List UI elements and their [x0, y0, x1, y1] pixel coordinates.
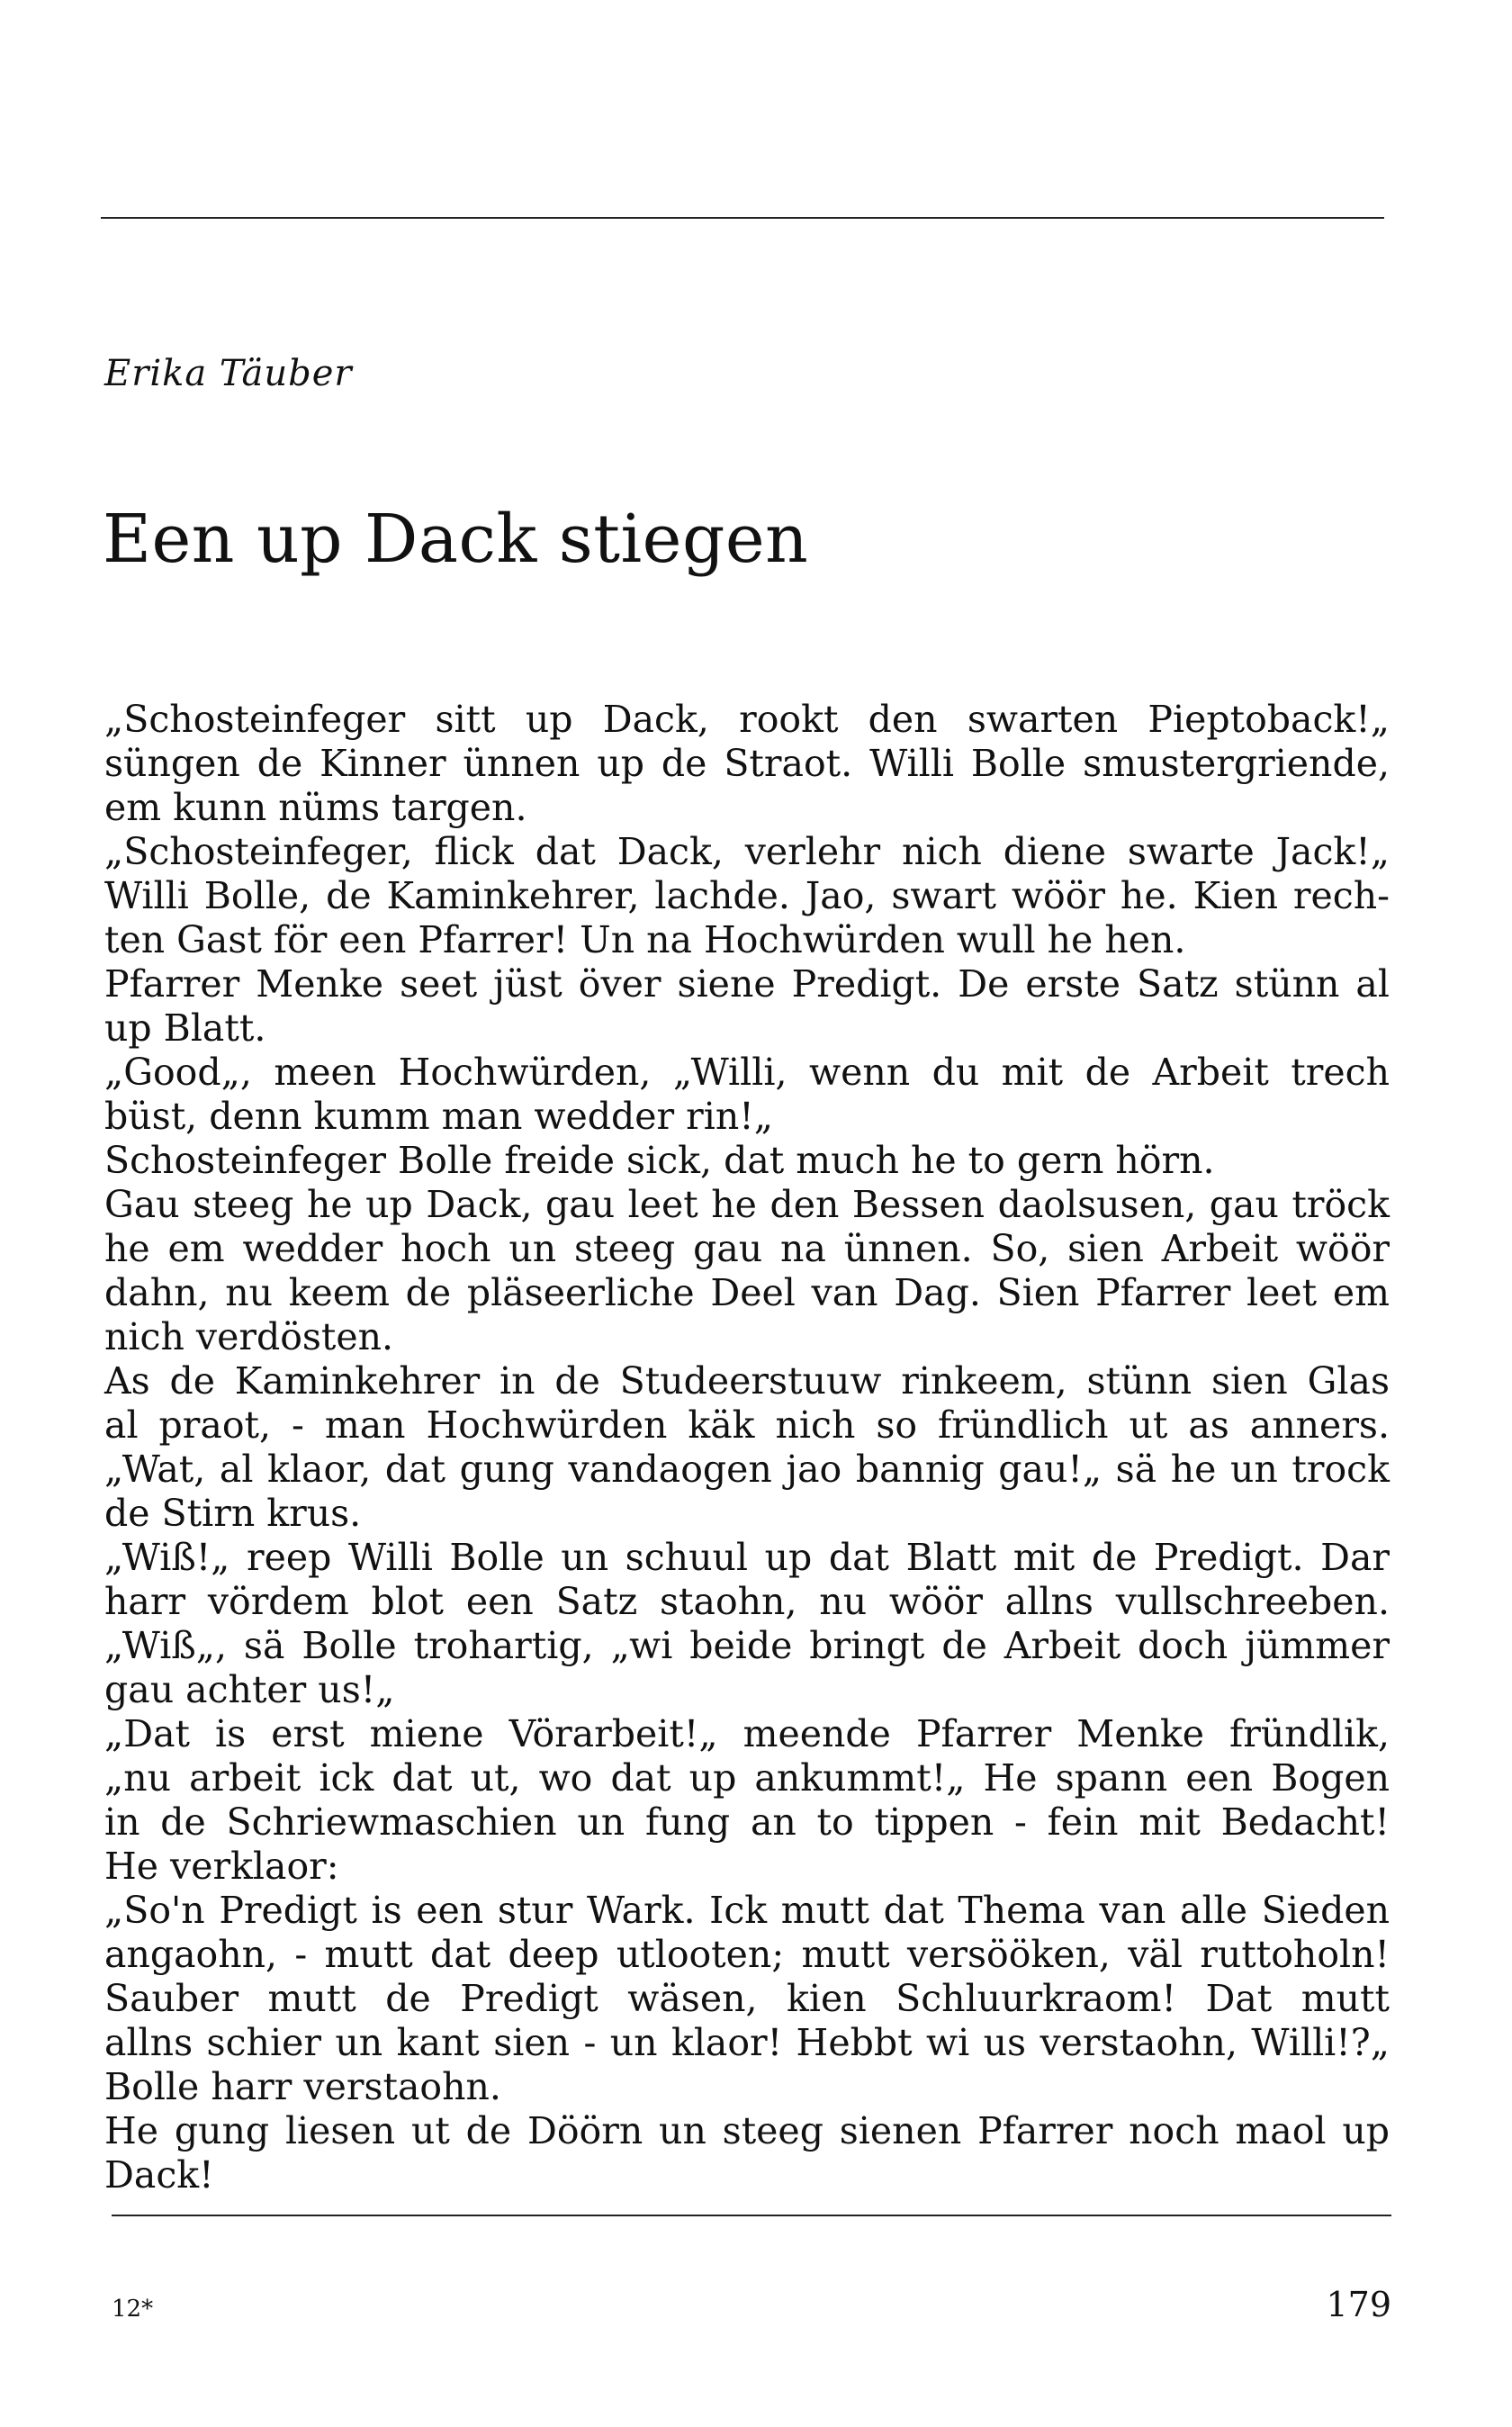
text-line: gau achter us!„	[104, 1668, 395, 1711]
text-line: dahn, nu keem de pläseerliche Deel van Dag. Sien Pfarrer leet em	[104, 1271, 1390, 1314]
text-line: he em wedder hoch un steeg gau na ünnen. So, sien Arbeit wöör	[104, 1227, 1390, 1270]
text-line: allns schier un kant sien - un klaor! Hebbt wi us verstaohn, Willi!?„	[104, 2021, 1390, 2064]
text-line: Dack!	[104, 2153, 214, 2197]
text-line: Willi Bolle, de Kaminkehrer, lachde. Jao, swart wöör he. Kien rech-	[104, 874, 1390, 917]
text-line: „Wat, al klaor, dat gung vandaogen jao bannig gau!„ sä he un trock	[104, 1448, 1390, 1491]
story-title: Een up Dack stiegen	[103, 501, 809, 578]
text-line: Sauber mutt de Predigt wäsen, kien Schluurkraom! Dat mutt	[104, 1977, 1390, 2020]
text-line: ten Gast för een Pfarrer! Un na Hochwürden wull he hen.	[104, 918, 1186, 961]
text-line: in de Schriewmaschien un fung an to tippen - fein mit Bedacht!	[104, 1800, 1390, 1844]
story-body	[104, 698, 1390, 2197]
text-line: „So'n Predigt is een stur Wark. Ick mutt dat Thema van alle Sieden	[104, 1889, 1390, 1932]
bottom-rule	[112, 2215, 1391, 2216]
text-line: süngen de Kinner ünnen up de Straot. Willi Bolle smustergriende,	[104, 742, 1390, 785]
text-line: em kunn nüms targen.	[104, 786, 527, 829]
text-line: al praot, - man Hochwürden käk nich so fründlich ut as anners.	[104, 1403, 1390, 1447]
signature-mark: 12*	[112, 2296, 154, 2323]
text-line: „Wiß„, sä Bolle trohartig, „wi beide bringt de Arbeit doch jümmer	[104, 1624, 1390, 1667]
text-line: „Wiß!„ reep Willi Bolle un schuul up dat Blatt mit de Predigt. Dar	[104, 1536, 1390, 1579]
text-line: de Stirn krus.	[104, 1492, 362, 1535]
page-number: 179	[1326, 2285, 1391, 2324]
author-name: Erika Täuber	[104, 353, 353, 394]
text-line: Gau steeg he up Dack, gau leet he den Bessen daolsusen, gau tröck	[104, 1183, 1390, 1226]
text-line: He gung liesen ut de Döörn un steeg sienen Pfarrer noch maol up	[104, 2109, 1390, 2152]
text-line: „nu arbeit ick dat ut, wo dat up ankummt!„ He spann een Bogen	[104, 1756, 1390, 1800]
text-line: „Dat is erst miene Vörarbeit!„ meende Pfarrer Menke fründlik,	[104, 1712, 1390, 1755]
text-line: nich verdösten.	[104, 1315, 394, 1358]
text-line: Schosteinfeger Bolle freide sick, dat much he to gern hörn.	[104, 1139, 1215, 1182]
text-line: angaohn, - mutt dat deep utlooten; mutt versööken, väl ruttoholn!	[104, 1933, 1390, 1976]
text-line: As de Kaminkehrer in de Studeerstuuw rinkeem, stünn sien Glas	[104, 1359, 1390, 1403]
text-line: harr vördem blot een Satz staohn, nu wöör allns vullschreeben.	[104, 1580, 1390, 1623]
text-line: He verklaor:	[104, 1845, 339, 1888]
text-line: up Blatt.	[104, 1006, 266, 1050]
text-line: „Schosteinfeger sitt up Dack, rookt den swarten Pieptoback!„	[104, 698, 1390, 741]
text-line: Bolle harr verstaohn.	[104, 2065, 501, 2108]
text-line: Pfarrer Menke seet jüst över siene Predigt. De erste Satz stünn al	[104, 962, 1390, 1006]
text-line: büst, denn kumm man wedder rin!„	[104, 1095, 773, 1138]
text-line: „Good„, meen Hochwürden, „Willi, wenn du mit de Arbeit trech	[104, 1051, 1390, 1094]
text-line: „Schosteinfeger, flick dat Dack, verlehr nich diene swarte Jack!„	[104, 830, 1390, 873]
top-rule	[101, 217, 1384, 219]
